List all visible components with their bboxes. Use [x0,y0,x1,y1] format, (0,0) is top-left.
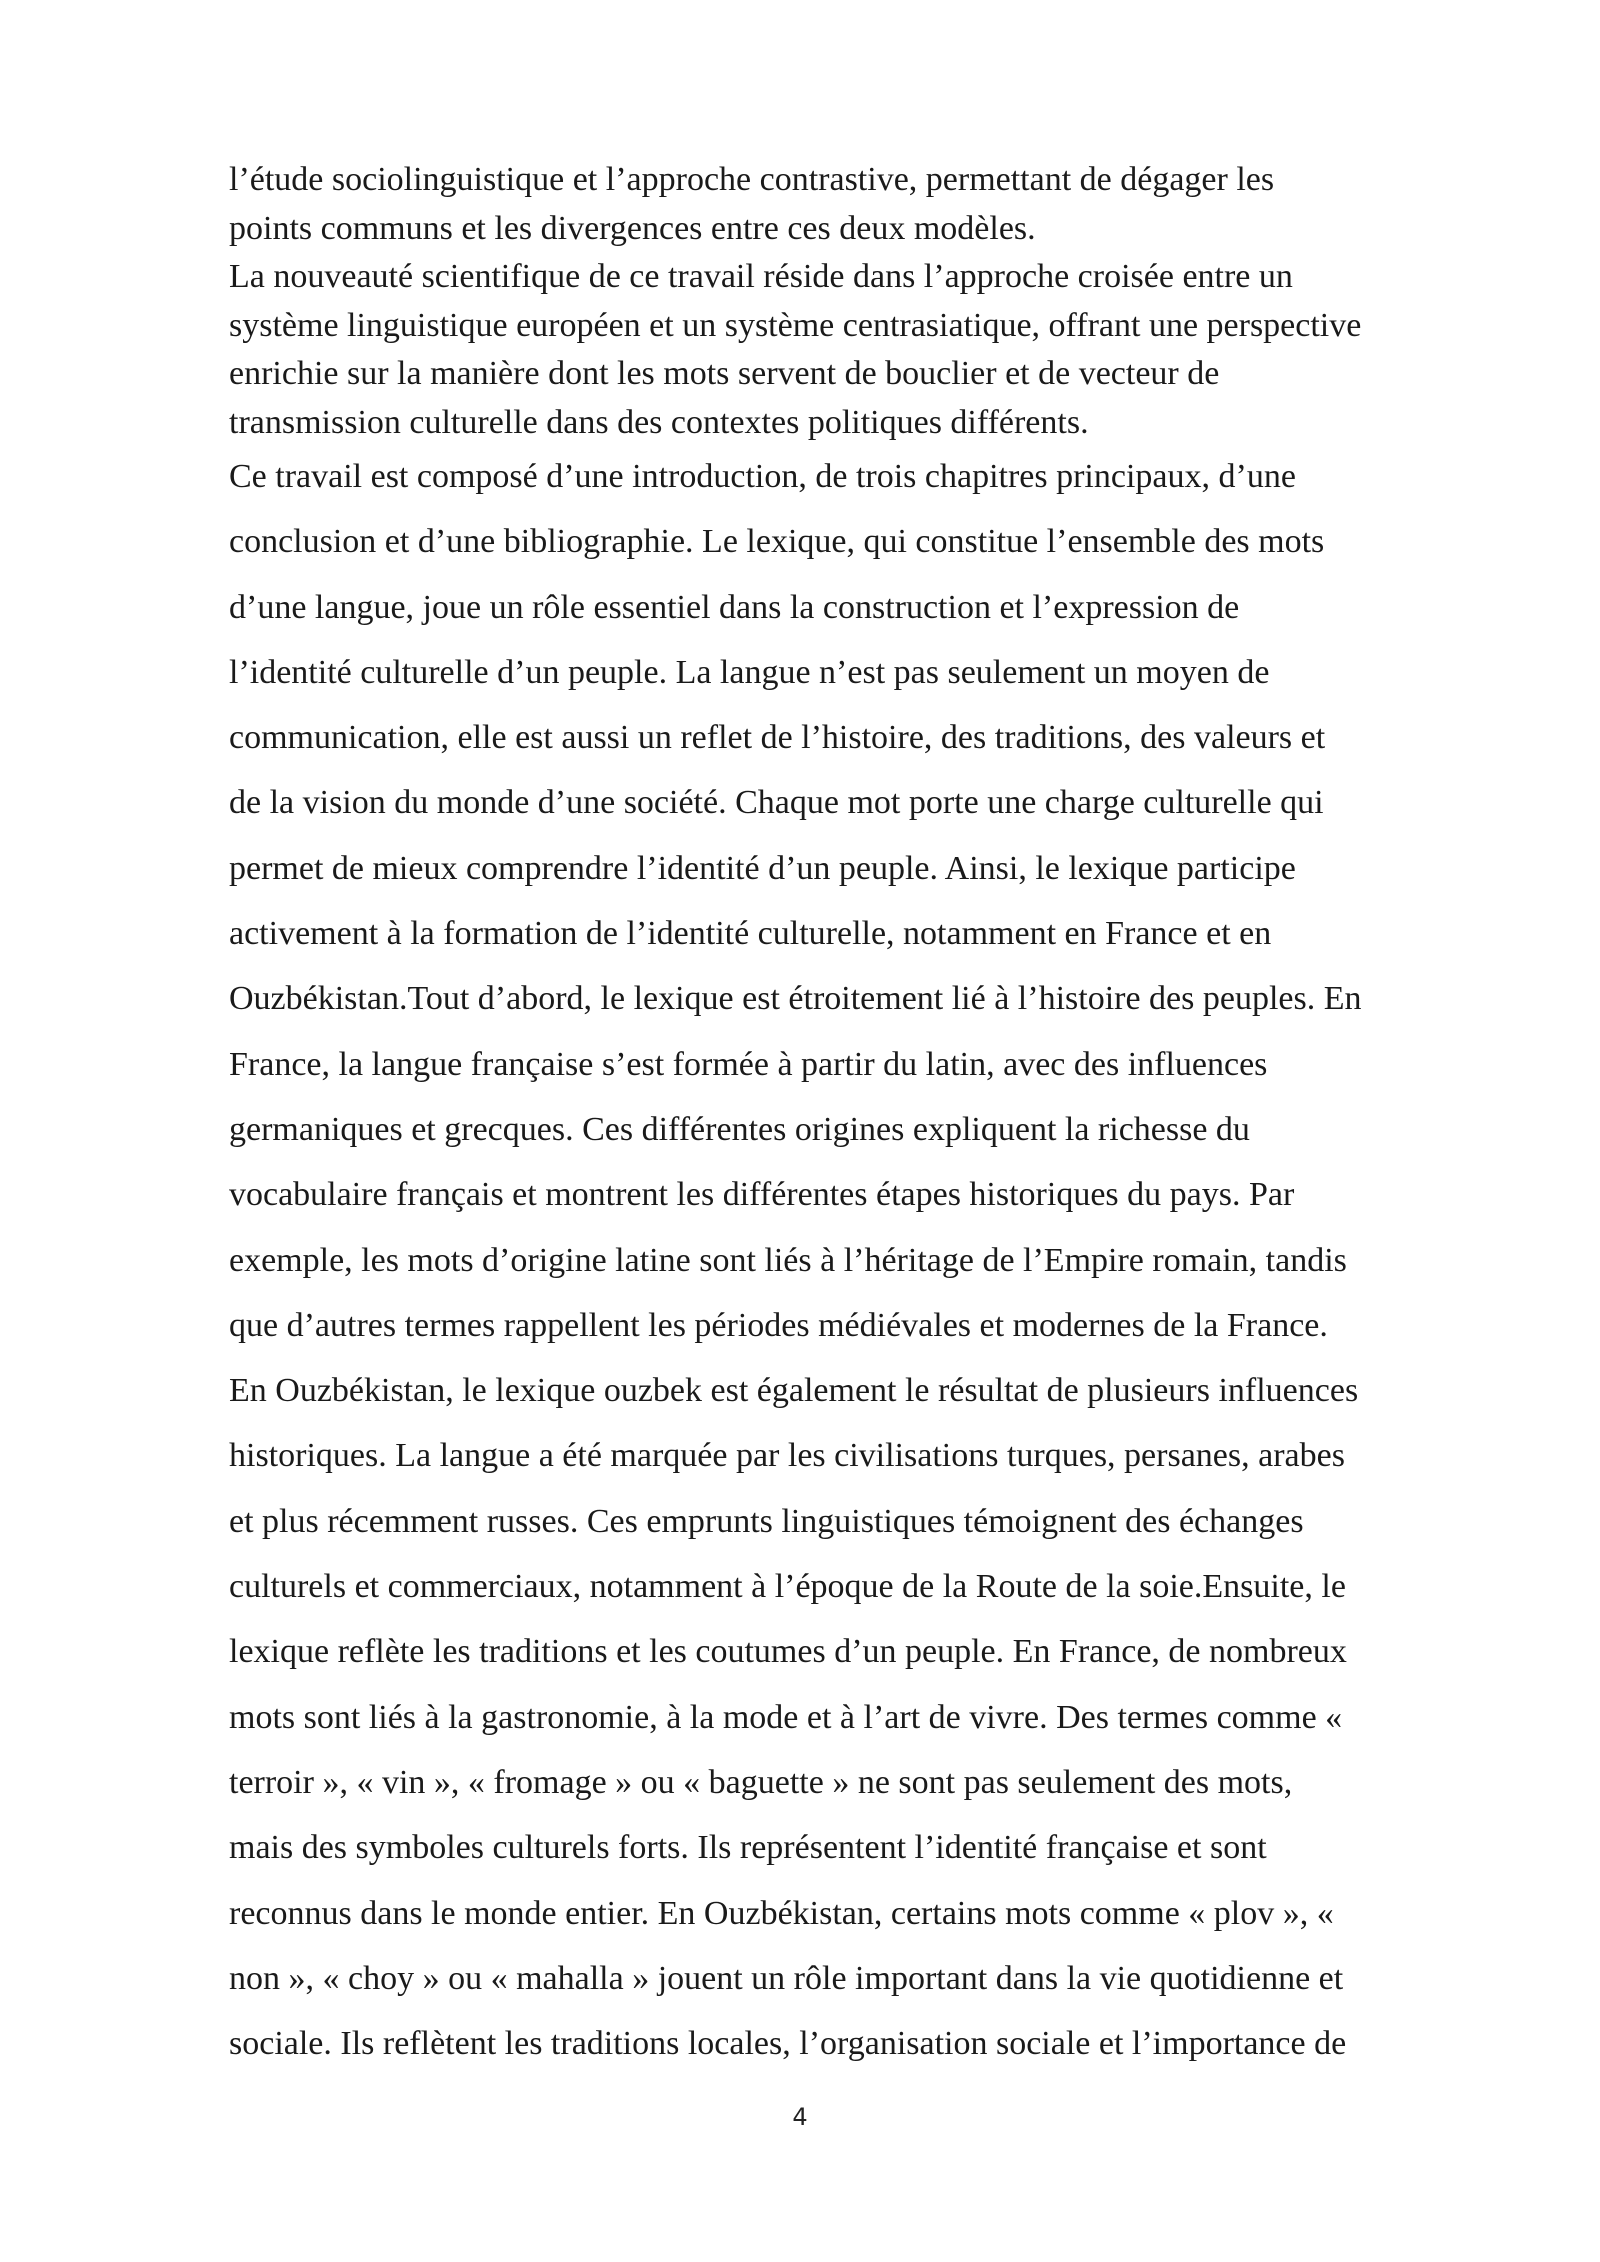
page-number: 4 [792,2103,808,2131]
text-line: activement à la formation de l’identité culturelle, notamment en France et en [229,915,1272,953]
text-line: et plus récemment russes. Ces emprunts linguistiques témoignent des échanges [229,1502,1304,1540]
paragraph-lexique-identite [229,444,1499,2076]
text-line: enrichie sur la manière dont les mots servent de bouclier et de vecteur de [229,355,1220,392]
text-line: Ce travail est composé d’une introduction, de trois chapitres principaux, d’une [229,458,1296,495]
text-line: mais des symboles culturels forts. Ils représentent l’identité française et sont [229,1829,1267,1867]
text-line: conclusion et d’une bibliographie. Le lexique, qui constitue l’ensemble des mots [229,523,1325,561]
text-line: reconnus dans le monde entier. En Ouzbékistan, certains mots comme « plov », « [229,1894,1334,1932]
text-line: système linguistique européen et un système centrasiatique, offrant une perspective [229,306,1362,344]
text-line: exemple, les mots d’origine latine sont liés à l’héritage de l’Empire romain, tandis [229,1241,1347,1279]
text-line: historiques. La langue a été marquée par les civilisations turques, persanes, arabes [229,1437,1345,1475]
text-line: transmission culturelle dans des contextes politiques différents. [229,403,1089,441]
text-line: lexique reflète les traditions et les coutumes d’un peuple. En France, de nombreux [229,1633,1347,1671]
paragraph-methodology-novelty [229,156,1499,447]
text-line: de la vision du monde d’une société. Chaque mot porte une charge culturelle qui [229,784,1324,822]
text-line: vocabulaire français et montrent les différentes étapes historiques du pays. Par [229,1176,1295,1214]
text-line: non », « choy » ou « mahalla » jouent un rôle important dans la vie quotidienne et [229,1959,1344,1997]
text-line: En Ouzbékistan, le lexique ouzbek est également le résultat de plusieurs influences [229,1372,1359,1410]
text-line: points communs et les divergences entre ces deux modèles. [229,209,1036,247]
text-line: culturels et commerciaux, notamment à l’époque de la Route de la soie.Ensuite, le [229,1568,1346,1606]
text-line: terroir », « vin », « fromage » ou « baguette » ne sont pas seulement des mots, [229,1763,1293,1801]
text-line: permet de mieux comprendre l’identité d’un peuple. Ainsi, le lexique participe [229,849,1296,887]
text-line: d’une langue, joue un rôle essentiel dans la construction et l’expression de [229,588,1240,626]
text-line: sociale. Ils reflètent les traditions locales, l’organisation sociale et l’importance de [229,2025,1347,2063]
text-line: communication, elle est aussi un reflet de l’histoire, des traditions, des valeurs et [229,719,1326,757]
text-line: l’identité culturelle d’un peuple. La langue n’est pas seulement un moyen de [229,653,1270,691]
text-line: France, la langue française s’est formée à partir du latin, avec des influences [229,1045,1268,1083]
text-line: mots sont liés à la gastronomie, à la mode et à l’art de vivre. Des termes comme « [229,1698,1343,1736]
text-line: La nouveauté scientifique de ce travail réside dans l’approche croisée entre un [229,258,1293,295]
text-line: l’étude sociolinguistique et l’approche contrastive, permettant de dégager les [229,161,1275,198]
text-line: germaniques et grecques. Ces différentes origines expliquent la richesse du [229,1110,1250,1148]
text-line: que d’autres termes rappellent les périodes médiévales et modernes de la France. [229,1306,1328,1344]
text-line: Ouzbékistan.Tout d’abord, le lexique est étroitement lié à l’histoire des peuples. En [229,980,1362,1018]
